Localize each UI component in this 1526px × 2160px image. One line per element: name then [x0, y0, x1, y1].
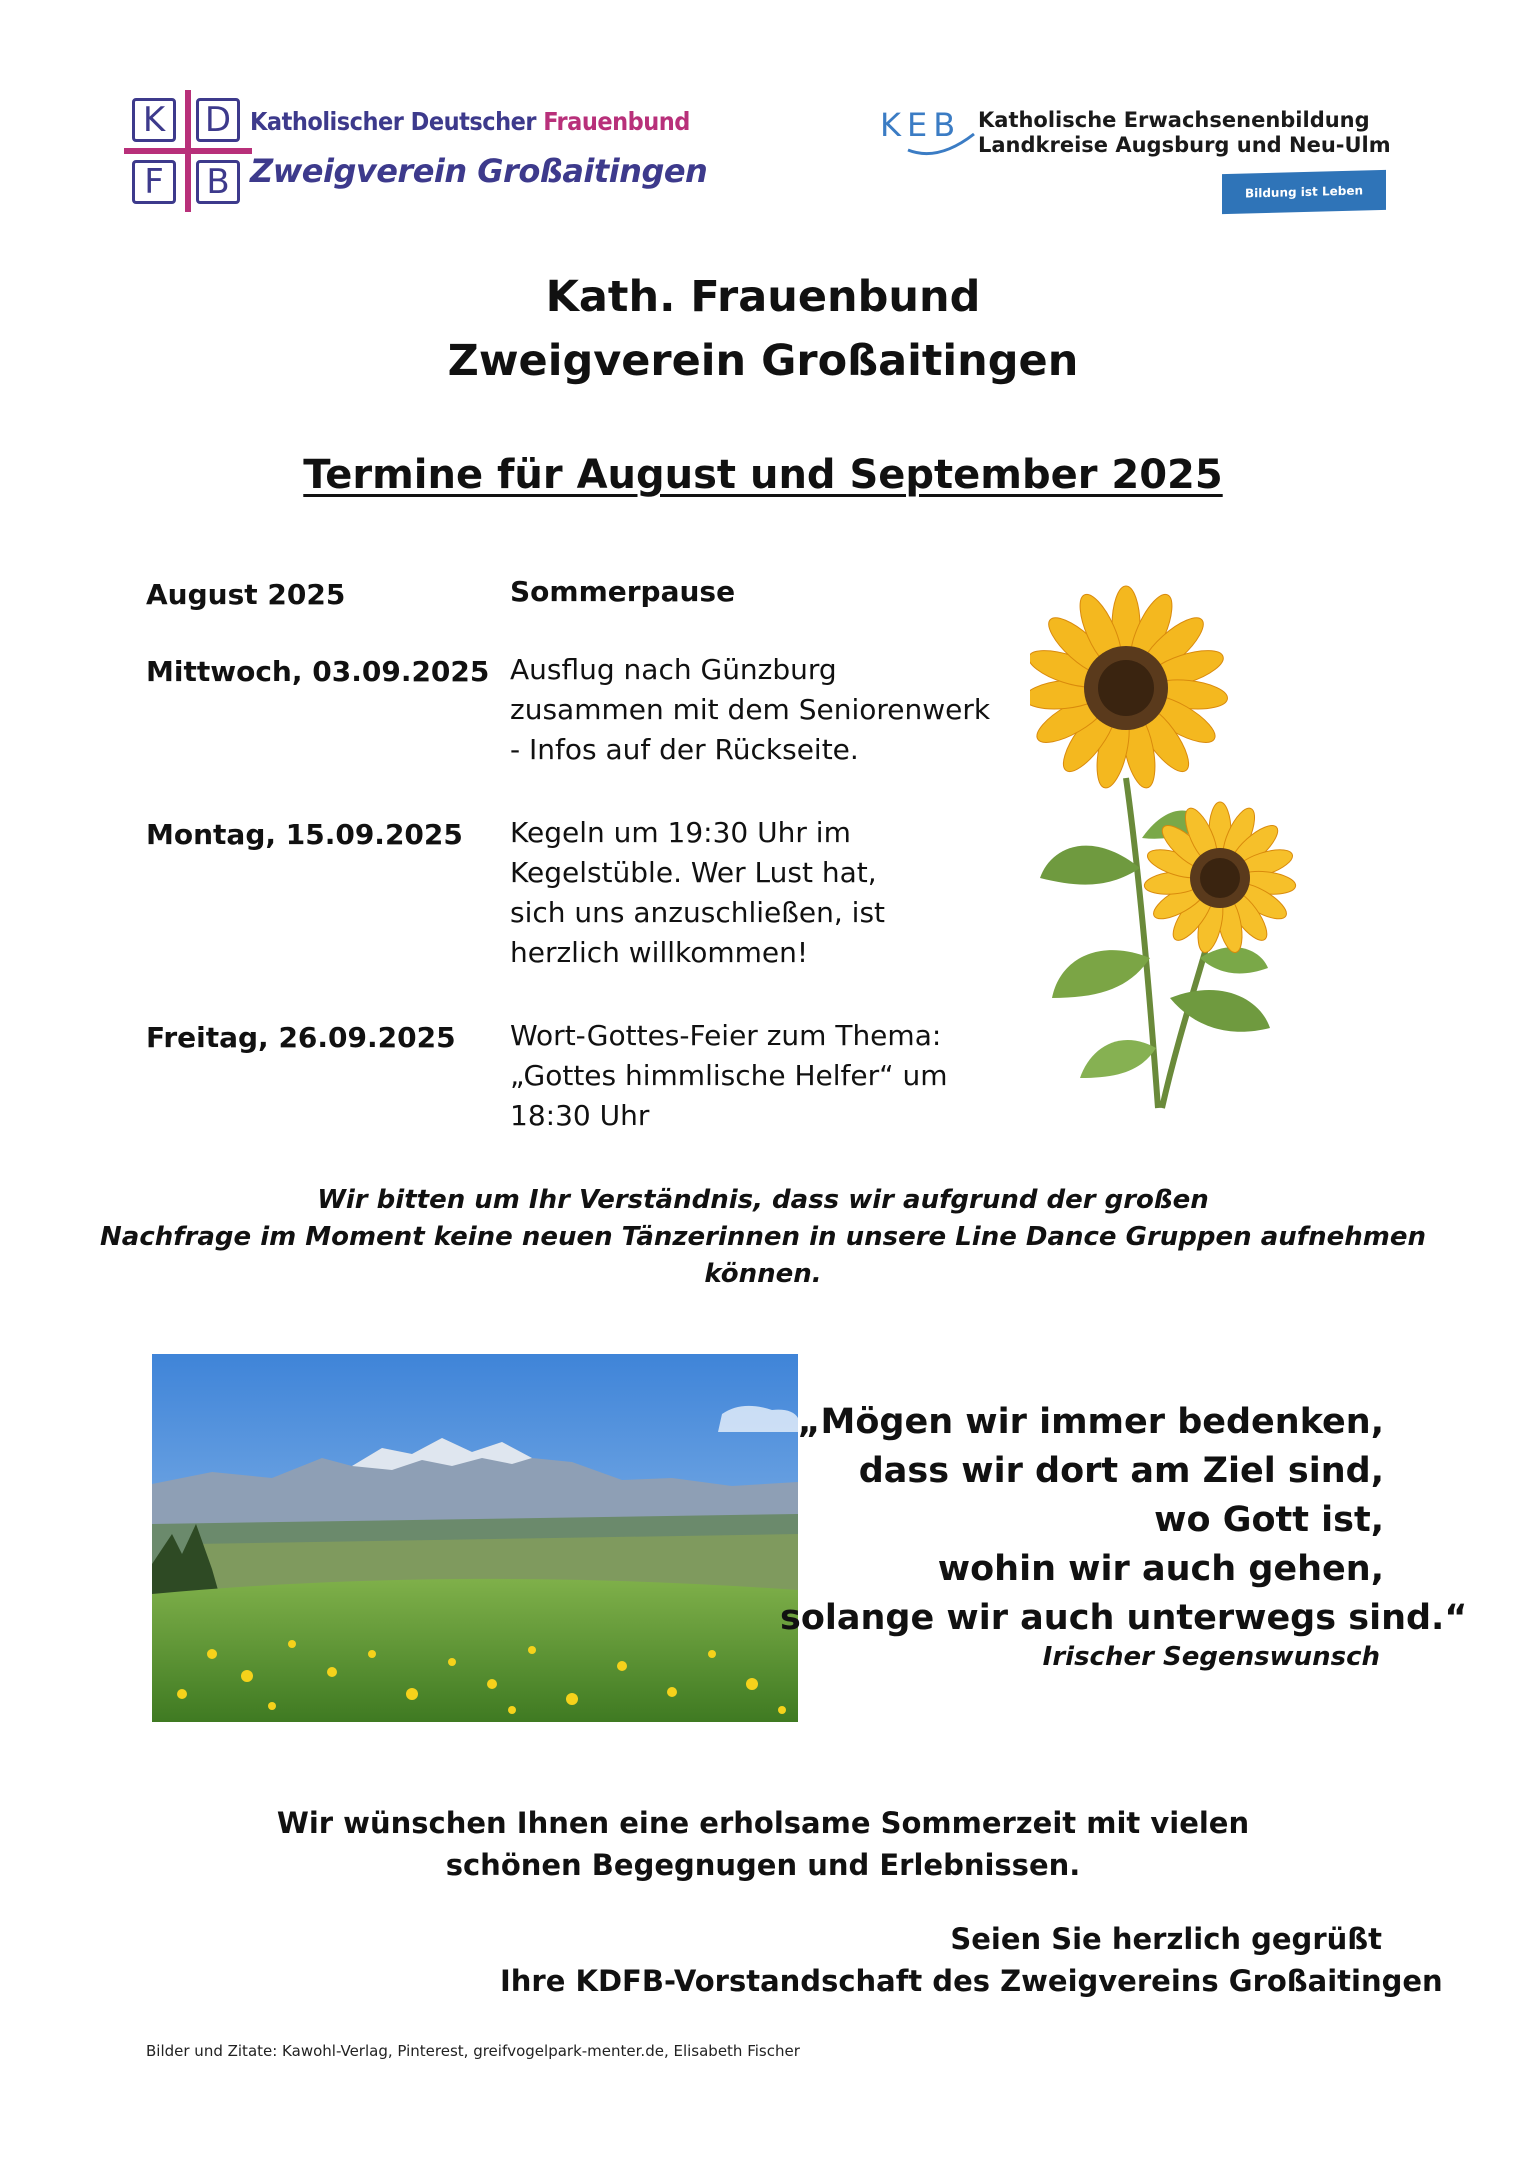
page-title-line2: Zweigverein Großaitingen — [447, 336, 1079, 386]
event-description-line: Sommerpause — [510, 575, 736, 608]
closing-wish — [0, 1802, 1526, 1886]
quote-line: solange wir auch unterwegs sind.“ — [780, 1598, 1468, 1638]
notice-text — [0, 1182, 1526, 1293]
kdfb-logo-title — [250, 107, 690, 136]
event-description — [510, 1016, 1010, 1136]
closing-wish-line: schönen Begegnugen und Erlebnissen. — [445, 1848, 1081, 1882]
keb-logo-subtitle: Landkreise Augsburg und Neu-Ulm — [978, 133, 1391, 157]
quote-line: wo Gott ist, — [1154, 1500, 1384, 1540]
subtitle-text: Termine für August und September 2025 — [303, 452, 1223, 498]
notice-line: können. — [704, 1259, 822, 1289]
sunflower-image — [1030, 578, 1310, 1118]
landscape-photo — [152, 1354, 798, 1722]
event-date: Freitag, 26.09.2025 — [146, 1021, 456, 1054]
event-description-line: Ausflug nach Günzburg — [510, 653, 837, 686]
event-description-line: sich uns anzuschließen, ist — [510, 896, 886, 929]
event-description — [510, 572, 1010, 612]
closing-greeting-line: Seien Sie herzlich gegrüßt — [950, 1922, 1382, 1956]
quote-line: dass wir dort am Ziel sind, — [858, 1451, 1384, 1491]
closing-greeting — [500, 1918, 1443, 2002]
kdfb-logo-letter: B — [196, 160, 240, 204]
keb-logo-title: Katholische Erwachsenenbildung — [978, 108, 1370, 132]
event-date: Mittwoch, 03.09.2025 — [146, 655, 490, 688]
event-date: Montag, 15.09.2025 — [146, 818, 463, 851]
closing-wish-line: Wir wünschen Ihnen eine erholsame Sommerzeit mit vielen — [276, 1806, 1250, 1840]
keb-logo-letters: KEB — [880, 106, 962, 144]
event-description-line: 18:30 Uhr — [510, 1099, 650, 1132]
page-subtitle — [0, 452, 1526, 498]
image-credits: Bilder und Zitate: Kawohl-Verlag, Pinterest, greifvogelpark-menter.de, Elisabeth Fischer — [146, 2042, 800, 2060]
kdfb-logo-letter: K — [132, 98, 176, 142]
quote-source: Irischer Segenswunsch — [1042, 1642, 1380, 1672]
page-title: Kath. Frauenbund — [545, 272, 981, 322]
quote-line: wohin wir auch gehen, — [937, 1549, 1384, 1589]
event-description-line: Kegeln um 19:30 Uhr im — [510, 816, 851, 849]
event-description-line: zusammen mit dem Seniorenwerk — [510, 693, 991, 726]
event-description-line: - Infos auf der Rückseite. — [510, 733, 859, 766]
notice-line: Nachfrage im Moment keine neuen Tänzerinnen in unsere Line Dance Gruppen aufnehmen — [100, 1222, 1426, 1252]
event-description-line: Wort-Gottes-Feier zum Thema: — [510, 1019, 942, 1052]
kdfb-logo — [128, 92, 248, 210]
kdfb-logo-letter: F — [132, 160, 176, 204]
quote-text — [780, 1398, 1468, 1643]
closing-greeting-line: Ihre KDFB-Vorstandschaft des Zweigvereins Großaitingen — [500, 1964, 1443, 1998]
quote-line: „Mögen wir immer bedenken, — [797, 1402, 1384, 1442]
event-description — [510, 650, 1010, 770]
kdfb-logo-subtitle: Zweigverein Großaitingen — [250, 152, 708, 190]
event-description-line: herzlich willkommen! — [510, 936, 809, 969]
kdfb-cross-horizontal — [124, 148, 252, 154]
kdfb-logo-letter: D — [196, 98, 240, 142]
keb-tagline-badge: Bildung ist Leben — [1222, 170, 1386, 214]
event-description — [510, 813, 1010, 973]
event-description-line: Kegelstüble. Wer Lust hat, — [510, 856, 877, 889]
notice-line: Wir bitten um Ihr Verständnis, dass wir aufgrund der großen — [317, 1185, 1209, 1215]
kdfb-title-main: Katholischer Deutscher — [250, 107, 544, 136]
event-date: August 2025 — [146, 578, 346, 611]
event-description-line: „Gottes himmlische Helfer“ um — [510, 1059, 948, 1092]
kdfb-title-accent: Frauenbund — [543, 107, 690, 136]
